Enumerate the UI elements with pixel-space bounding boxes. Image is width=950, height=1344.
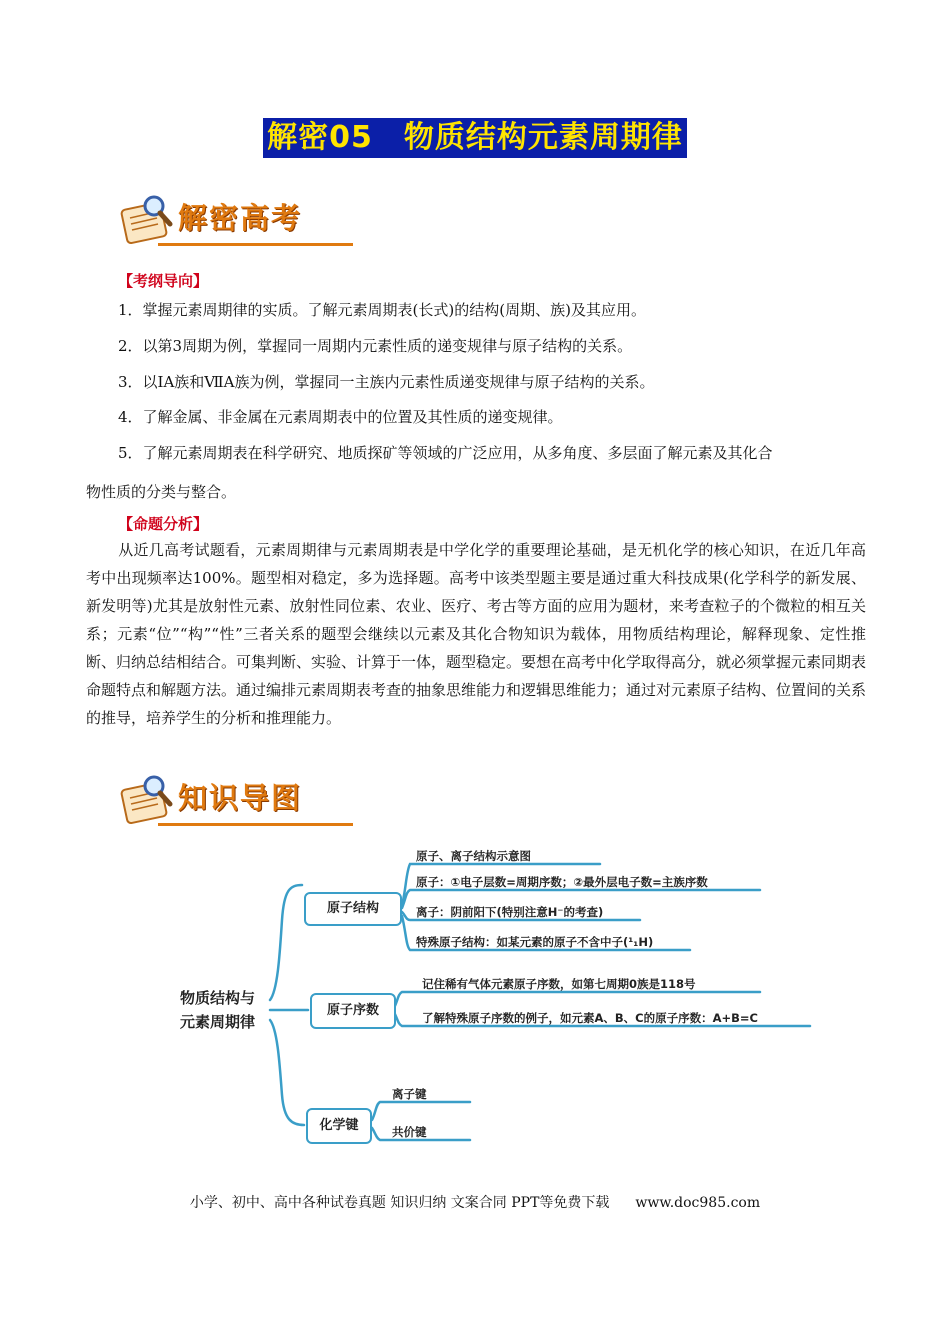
analysis-text: 从近几高考试题看，元素周期律与元素周期表是中学化学的重要理论基础，是无机化学的核心知识，在近几年高考中出现频率达100%。题型相对稳定，多为选择题。高考中该类型题主要是通过重大科技成果(化学科学的新发展、新发明等)尤其是放射性元素、放射性同位素、农业、医疗、考古等方面的应用为题材，来考查粒子的个微粒的相互关系；元素“位”“构”“性”三者关系的题型会继续以元素及其化合物知识为载体，用物质结构理论，解释现象、定性推断、归纳总结相结合。可集判断、实验、计算于一体，题型稳定。要想在高考中化学取得高分，就必须掌握元素同期表命题特点和解题方法。通过编排元素周期表考查的抽象思维能力和逻辑思维能力；通过对元素原子结构、位置间的关系的推导，培养学生的分析和推理能力。 — [86, 541, 867, 727]
leaf-ionic-bond: 离子键 — [392, 1087, 427, 1101]
mind-map — [170, 850, 820, 1150]
analysis-paragraph — [86, 536, 866, 732]
leaf-covalent-bond: 共价键 — [392, 1125, 427, 1139]
banner-exam-analysis — [118, 192, 354, 250]
notepad-magnifier-icon — [118, 192, 178, 248]
root-line-2: 元素周期律 — [180, 1013, 256, 1031]
page-title: 解密05 物质结构元素周期律 — [263, 118, 687, 158]
root-line-1: 物质结构与 — [180, 989, 256, 1007]
title-block — [0, 118, 950, 158]
connector-root-branch1 — [270, 885, 302, 1000]
footer-url[interactable]: www.doc985.com — [635, 1195, 761, 1211]
section-tag-syllabus: 【考纲导向】 — [118, 272, 209, 290]
section-tag-analysis: 【命题分析】 — [118, 515, 209, 533]
footer-text: 小学、初中、高中各种试卷真题 知识归纳 文案合同 PPT等免费下载 — [189, 1195, 610, 1211]
footer — [0, 1192, 950, 1212]
mind-map-root — [180, 986, 255, 1034]
mind-map-connectors — [170, 850, 820, 1150]
branch-chemical-bond: 化学键 — [306, 1108, 372, 1144]
banner-knowledge-map — [118, 772, 354, 830]
leaf-structure-diagram: 原子、离子结构示意图 — [416, 849, 531, 863]
syllabus-item-5-cont: 物性质的分类与整合。 — [86, 483, 237, 501]
syllabus-item-5: 5．了解元素周期表在科学研究、地质探矿等领域的广泛应用，从多角度、多层面了解元素及其化合 — [118, 444, 773, 462]
branch-atomic-structure: 原子结构 — [304, 892, 402, 926]
syllabus-item-2: 2．以第3周期为例，掌握同一周期内元素性质的递变规律与原子结构的关系。 — [118, 337, 633, 355]
banner-label: 解密高考 — [178, 201, 303, 235]
syllabus-item-3: 3．以ⅠA族和ⅦA族为例，掌握同一主族内元素性质递变规律与原子结构的关系。 — [118, 373, 655, 391]
connector-root-branch3 — [270, 1020, 304, 1125]
leaf-special-number: 了解特殊原子序数的例子，如元素A、B、C的原子序数：A+B=C — [422, 1011, 758, 1025]
banner-label: 知识导图 — [178, 781, 303, 815]
leaf-noble-gas-number: 记住稀有气体元素原子序数，如第七周期0族是118号 — [422, 977, 696, 991]
notepad-magnifier-icon — [118, 772, 178, 828]
syllabus-item-1: 1．掌握元素周期律的实质。了解元素周期表(长式)的结构(周期、族)及其应用。 — [118, 301, 646, 319]
leaf-special-structure: 特殊原子结构：如某元素的原子不含中子(¹₁H) — [416, 935, 654, 949]
connector-b2-leaf1 — [394, 992, 760, 1008]
banner-underline — [158, 243, 353, 246]
banner-underline — [158, 823, 353, 826]
branch-atomic-number: 原子序数 — [310, 993, 396, 1029]
leaf-atom-rule: 原子：①电子层数=周期序数；②最外层电子数=主族序数 — [416, 875, 708, 889]
leaf-ion-rule: 离子：阴前阳下(特别注意H⁻的考查) — [416, 905, 604, 919]
connector-b3-leaf1 — [372, 1102, 470, 1120]
syllabus-item-4: 4．了解金属、非金属在元素周期表中的位置及其性质的递变规律。 — [118, 408, 563, 426]
